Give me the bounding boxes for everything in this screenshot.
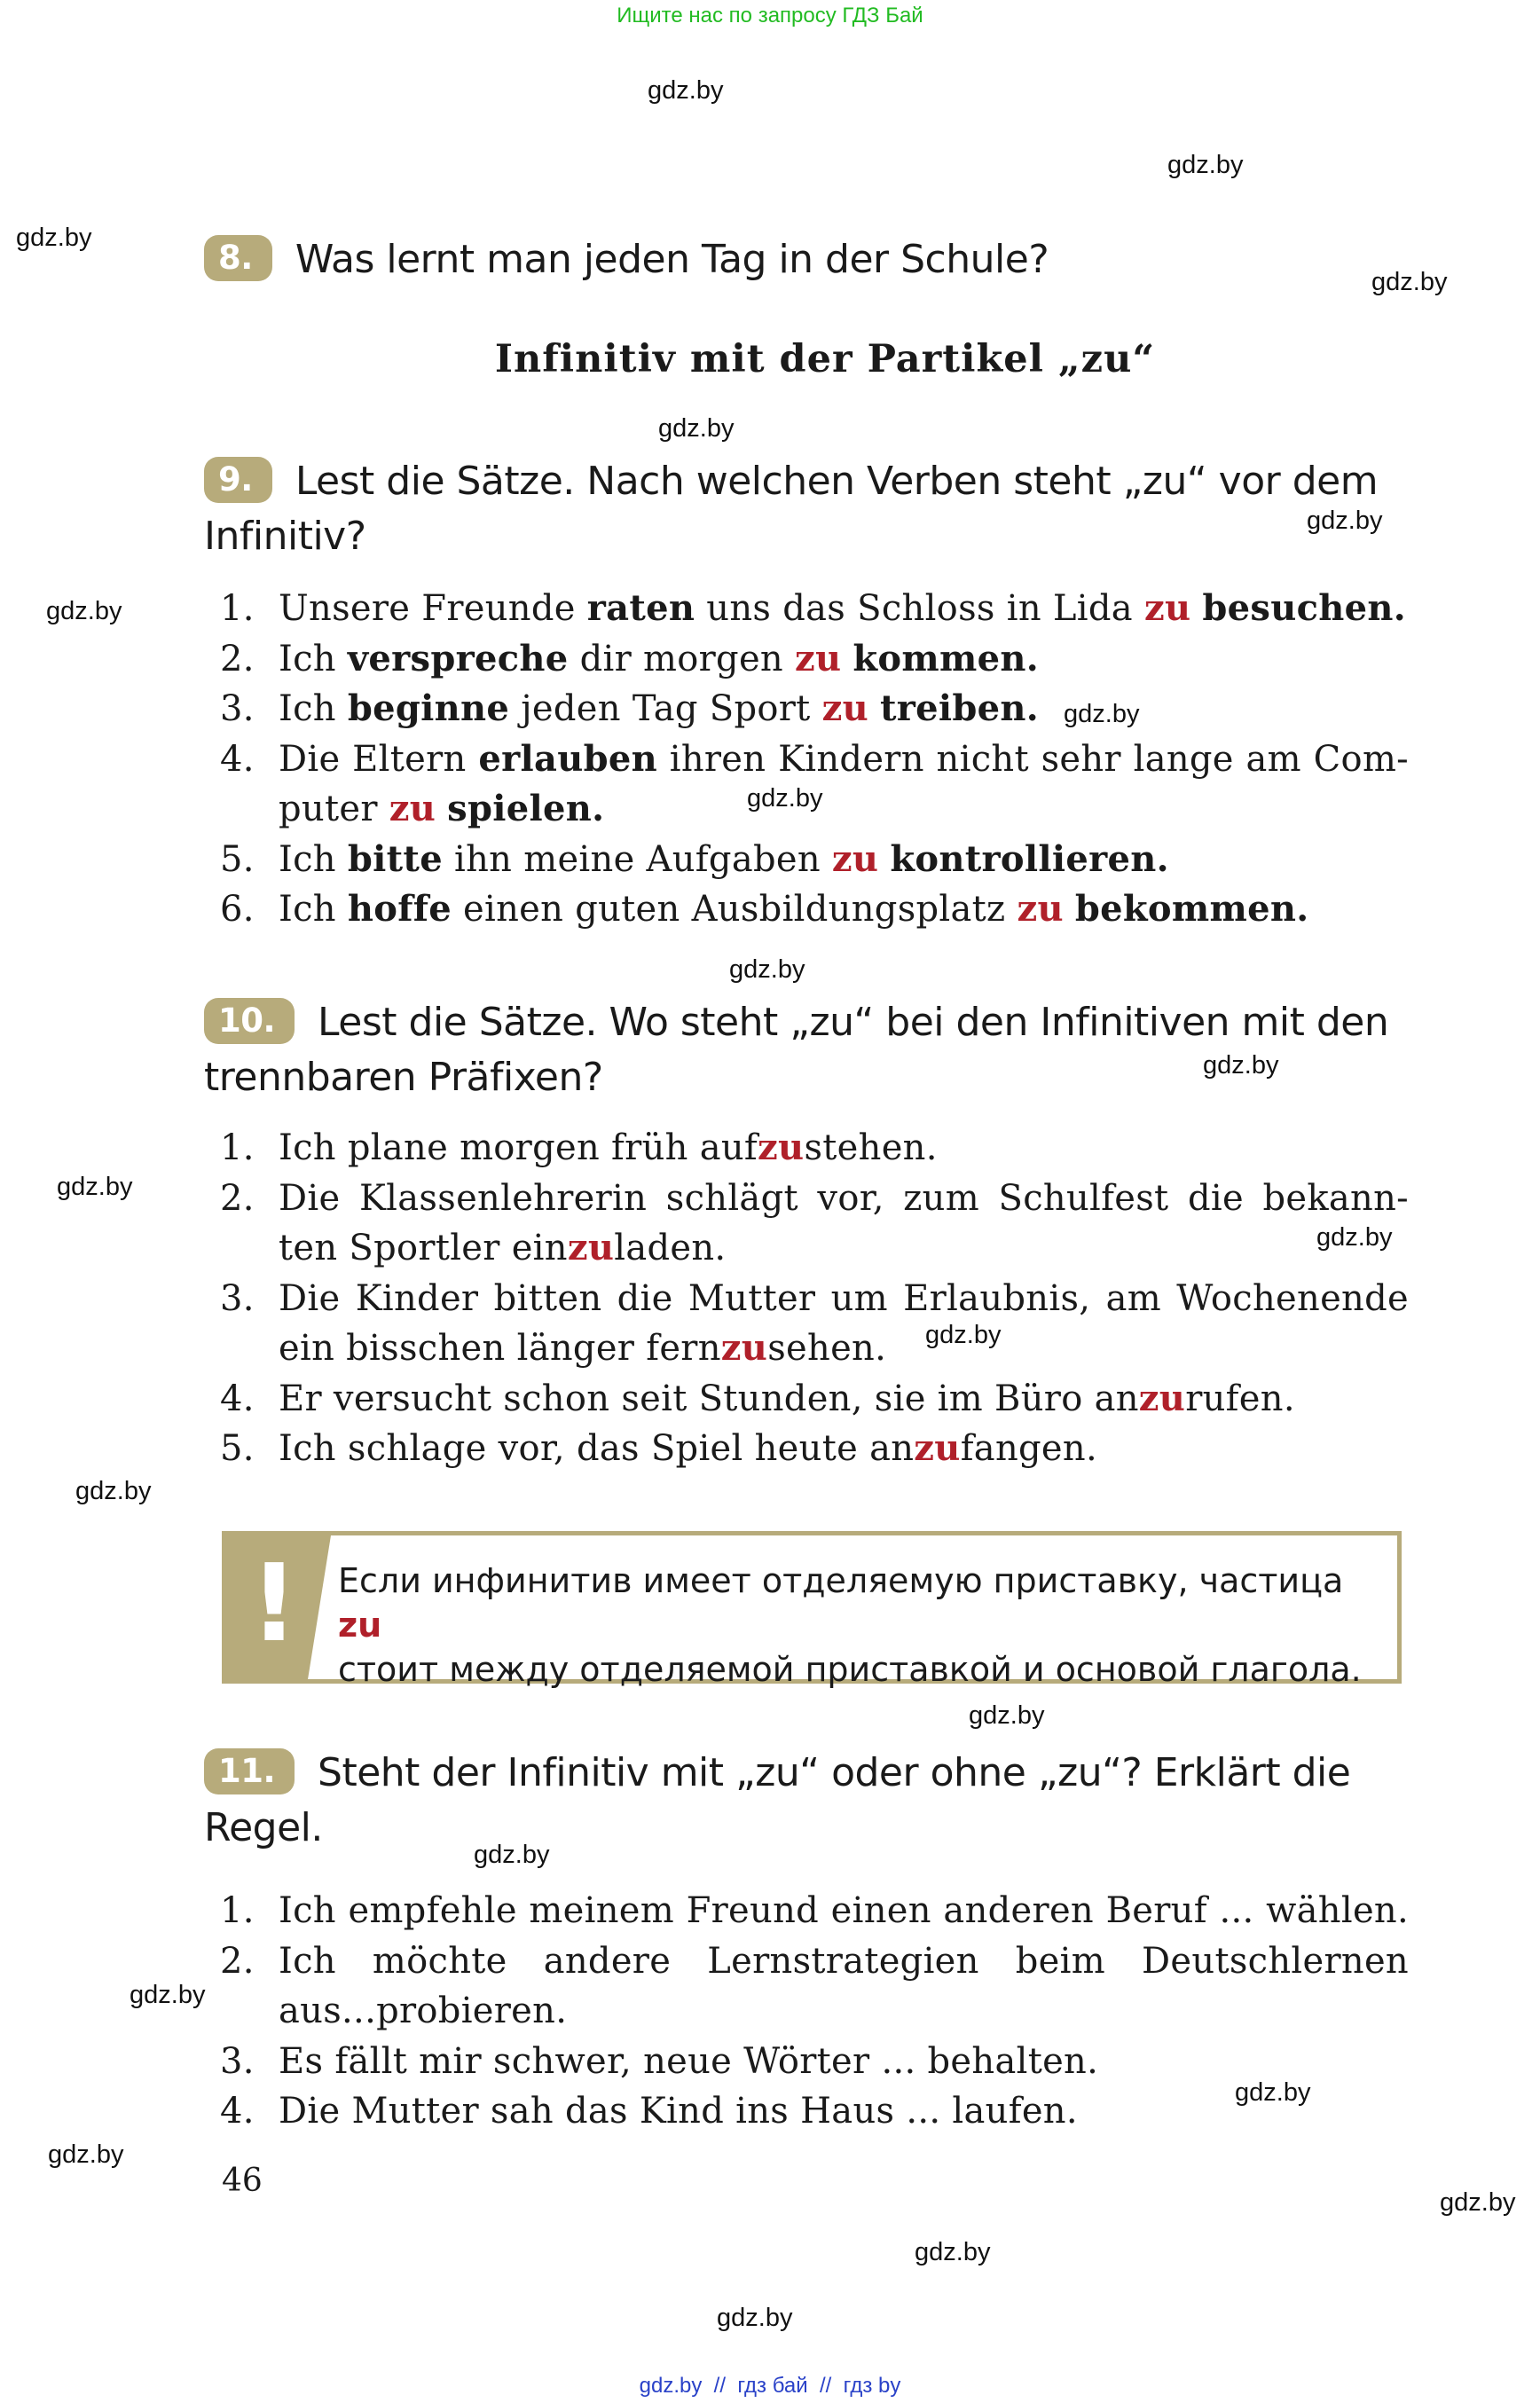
item-text: aus...probieren. — [279, 1991, 568, 2031]
zu-particle: zu — [758, 1127, 805, 1168]
verb-highlight: raten — [586, 587, 695, 629]
watermark: gdz.by — [1235, 2078, 1311, 2107]
list-item — [220, 1274, 1409, 1374]
item-text: Unsere Freunde — [279, 588, 587, 629]
watermark: gdz.by — [16, 224, 92, 252]
item-number: 5. — [220, 838, 255, 880]
item-text: rufen. — [1185, 1378, 1295, 1419]
item-text: ihn meine Aufgaben — [442, 838, 832, 880]
watermark: gdz.by — [729, 955, 805, 984]
watermark: gdz.by — [48, 2140, 124, 2169]
watermark: gdz.by — [1167, 151, 1244, 179]
list-item — [220, 835, 1409, 885]
task-10-sentence-list — [220, 1123, 1409, 1474]
item-text: ihren Kindern nicht sehr lange am Com- — [656, 738, 1409, 780]
item-text: Ich plane morgen früh auf — [279, 1127, 758, 1168]
rule-box — [222, 1531, 1402, 1689]
list-item — [220, 1374, 1409, 1425]
item-text: laden. — [614, 1228, 727, 1268]
item-number: 5. — [220, 1428, 255, 1469]
infinitive-highlight: treiben — [880, 687, 1026, 729]
watermark: gdz.by — [1440, 2188, 1516, 2217]
list-item — [220, 684, 1409, 734]
task-number-badge: 9. — [204, 457, 272, 503]
task-text: Lest die Sätze. Wo steht „zu“ bei den Infinitiven mit den trennbaren Präfixen? — [204, 1000, 1389, 1100]
watermark: gdz.by — [969, 1701, 1045, 1730]
item-text: Die Klassenlehrerin schlägt vor, zum Schulfest die bekann- — [279, 1177, 1409, 1219]
watermark: gdz.by — [57, 1173, 133, 1201]
task-text: Steht der Infinitiv mit „zu“ oder ohne „zu“? Erklärt die Regel. — [204, 1750, 1351, 1850]
item-text: uns das Schloss in Lida — [695, 588, 1144, 629]
zu-particle: zu — [821, 687, 868, 729]
item-number: 1. — [220, 1127, 255, 1168]
list-item — [220, 1424, 1409, 1474]
watermark: gdz.by — [648, 76, 724, 105]
item-text — [878, 839, 890, 880]
item-text: fangen. — [960, 1428, 1097, 1469]
watermark: gdz.by — [747, 784, 823, 813]
watermark: gdz.by — [46, 597, 122, 625]
item-text — [436, 789, 447, 829]
item-text: dir morgen — [568, 638, 795, 679]
item-text: ten Sportler ein — [279, 1228, 568, 1268]
zu-particle: zu — [831, 837, 879, 880]
item-text: ein bisschen länger fern — [279, 1328, 721, 1369]
verb-highlight: hoffe — [347, 888, 452, 930]
item-text: sehen. — [767, 1328, 887, 1369]
item-text: Es fällt mir schwer, neue Wörter ... behalten. — [279, 2040, 1099, 2082]
item-text: Ich empfehle meinem Freund einen anderen Beruf ... wählen. — [279, 1890, 1409, 1931]
list-item — [220, 1886, 1409, 1936]
task-8 — [204, 232, 1402, 287]
zu-particle: zu — [567, 1227, 615, 1268]
task-11 — [204, 1746, 1402, 1856]
watermark: gdz.by — [1316, 1223, 1393, 1252]
infinitive-highlight: spielen — [447, 788, 593, 829]
list-item — [220, 2086, 1409, 2137]
watermark: gdz.by — [1371, 268, 1448, 296]
watermark: gdz.by — [717, 2304, 793, 2332]
list-item — [220, 634, 1409, 685]
rule-text-part: стоит между отделяемой приставкой и основой глагола. — [338, 1650, 1362, 1689]
task-9 — [204, 454, 1402, 564]
item-text: Ich möchte andere Lernstrategien beim Deutschlernen — [279, 1940, 1409, 1982]
watermark: gdz.by — [75, 1477, 152, 1505]
item-number: 4. — [220, 738, 255, 780]
watermark: gdz.by — [915, 2238, 991, 2266]
item-text: Ich — [279, 889, 348, 930]
item-text: Die Kinder bitten die Mutter um Erlaubnis, am Wochenende — [279, 1277, 1409, 1319]
watermark: gdz.by — [658, 414, 735, 443]
item-text — [868, 688, 880, 729]
list-item — [220, 2037, 1409, 2087]
verb-highlight: beginne — [347, 687, 510, 729]
watermark: gdz.by — [1203, 1051, 1279, 1080]
task-text: Was lernt man jeden Tag in der Schule? — [295, 237, 1049, 282]
item-number: 2. — [220, 1940, 255, 1982]
rule-text-part: Если инфинитив имеет отделяемую приставку, частица — [338, 1561, 1344, 1600]
item-number: 1. — [220, 588, 255, 629]
item-number: 4. — [220, 1378, 255, 1419]
item-text: Ich — [279, 688, 348, 729]
item-text: Ich — [279, 638, 348, 679]
item-text: stehen. — [804, 1127, 938, 1168]
item-text: Er versucht schon seit Stunden, sie im Büro an — [279, 1378, 1139, 1419]
item-number: 1. — [220, 1890, 255, 1931]
task-number-badge: 8. — [204, 235, 272, 281]
zu-particle: zu — [338, 1606, 382, 1645]
list-item — [220, 1174, 1409, 1274]
item-number: 4. — [220, 2091, 255, 2132]
zu-particle: zu — [1143, 587, 1191, 629]
item-text: . — [1393, 587, 1406, 629]
infinitive-highlight: kommen — [852, 637, 1026, 679]
list-item — [220, 884, 1409, 935]
item-text: einen guten Ausbildungsplatz — [452, 889, 1018, 930]
list-item — [220, 1123, 1409, 1174]
item-text: Die Mutter sah das Kind ins Haus ... laufen. — [279, 2091, 1078, 2132]
task-9-sentence-list — [220, 584, 1409, 935]
item-text: . — [1025, 637, 1040, 679]
item-text: Ich schlage vor, das Spiel heute an — [279, 1428, 915, 1469]
item-text: . — [592, 788, 605, 829]
item-text: Die Eltern — [279, 738, 479, 780]
item-number: 3. — [220, 2040, 255, 2082]
zu-particle: zu — [1138, 1377, 1186, 1419]
verb-highlight: verspreche — [347, 637, 569, 679]
infinitive-highlight: bekommen — [1074, 888, 1297, 930]
item-text: puter — [279, 789, 389, 829]
infinitive-highlight: kontrollieren — [890, 837, 1157, 880]
section-title: Infinitiv mit der Partikel „zu“ — [494, 337, 1156, 381]
item-text — [1064, 889, 1075, 930]
item-text: Ich — [279, 838, 348, 880]
item-number: 3. — [220, 1277, 255, 1319]
page-number: 46 — [222, 2163, 263, 2199]
watermark: gdz.by — [1064, 700, 1140, 728]
list-item — [220, 1936, 1409, 2037]
verb-highlight: erlauben — [478, 737, 657, 780]
list-item — [220, 584, 1409, 634]
list-item — [220, 734, 1409, 835]
zu-particle: zu — [1017, 888, 1064, 930]
watermark: gdz.by — [1307, 507, 1383, 535]
task-11-sentence-list — [220, 1886, 1409, 2137]
item-number: 6. — [220, 889, 255, 930]
watermark: gdz.by — [925, 1321, 1002, 1349]
task-10 — [204, 995, 1402, 1105]
zu-particle: zu — [720, 1327, 768, 1369]
item-number: 2. — [220, 1177, 255, 1219]
verb-highlight: bitte — [347, 837, 443, 880]
rule-text — [338, 1559, 1385, 1692]
zu-particle: zu — [389, 788, 436, 829]
item-number: 2. — [220, 638, 255, 679]
item-text: . — [1156, 837, 1169, 880]
watermark: gdz.by — [130, 1981, 206, 2009]
task-text: Lest die Sätze. Nach welchen Verben steht „zu“ vor dem Infinitiv? — [204, 459, 1379, 559]
item-text: . — [1025, 687, 1040, 729]
watermark: gdz.by — [474, 1841, 550, 1869]
item-number: 3. — [220, 688, 255, 729]
task-number-badge: 10. — [204, 998, 295, 1044]
top-banner-link[interactable]: Ищите нас по запросу ГДЗ Бай — [617, 4, 923, 27]
zu-particle: zu — [914, 1427, 961, 1469]
item-text — [841, 639, 852, 679]
zu-particle: zu — [795, 637, 842, 679]
footer-links[interactable]: gdz.by // гдз бай // гдз by — [639, 2374, 901, 2398]
infinitive-highlight: besuchen — [1202, 587, 1394, 629]
item-text — [1190, 588, 1202, 629]
task-number-badge: 11. — [204, 1748, 295, 1794]
item-text: . — [1296, 888, 1309, 930]
exclamation-icon: ! — [249, 1543, 299, 1666]
item-text: jeden Tag Sport — [509, 688, 822, 729]
